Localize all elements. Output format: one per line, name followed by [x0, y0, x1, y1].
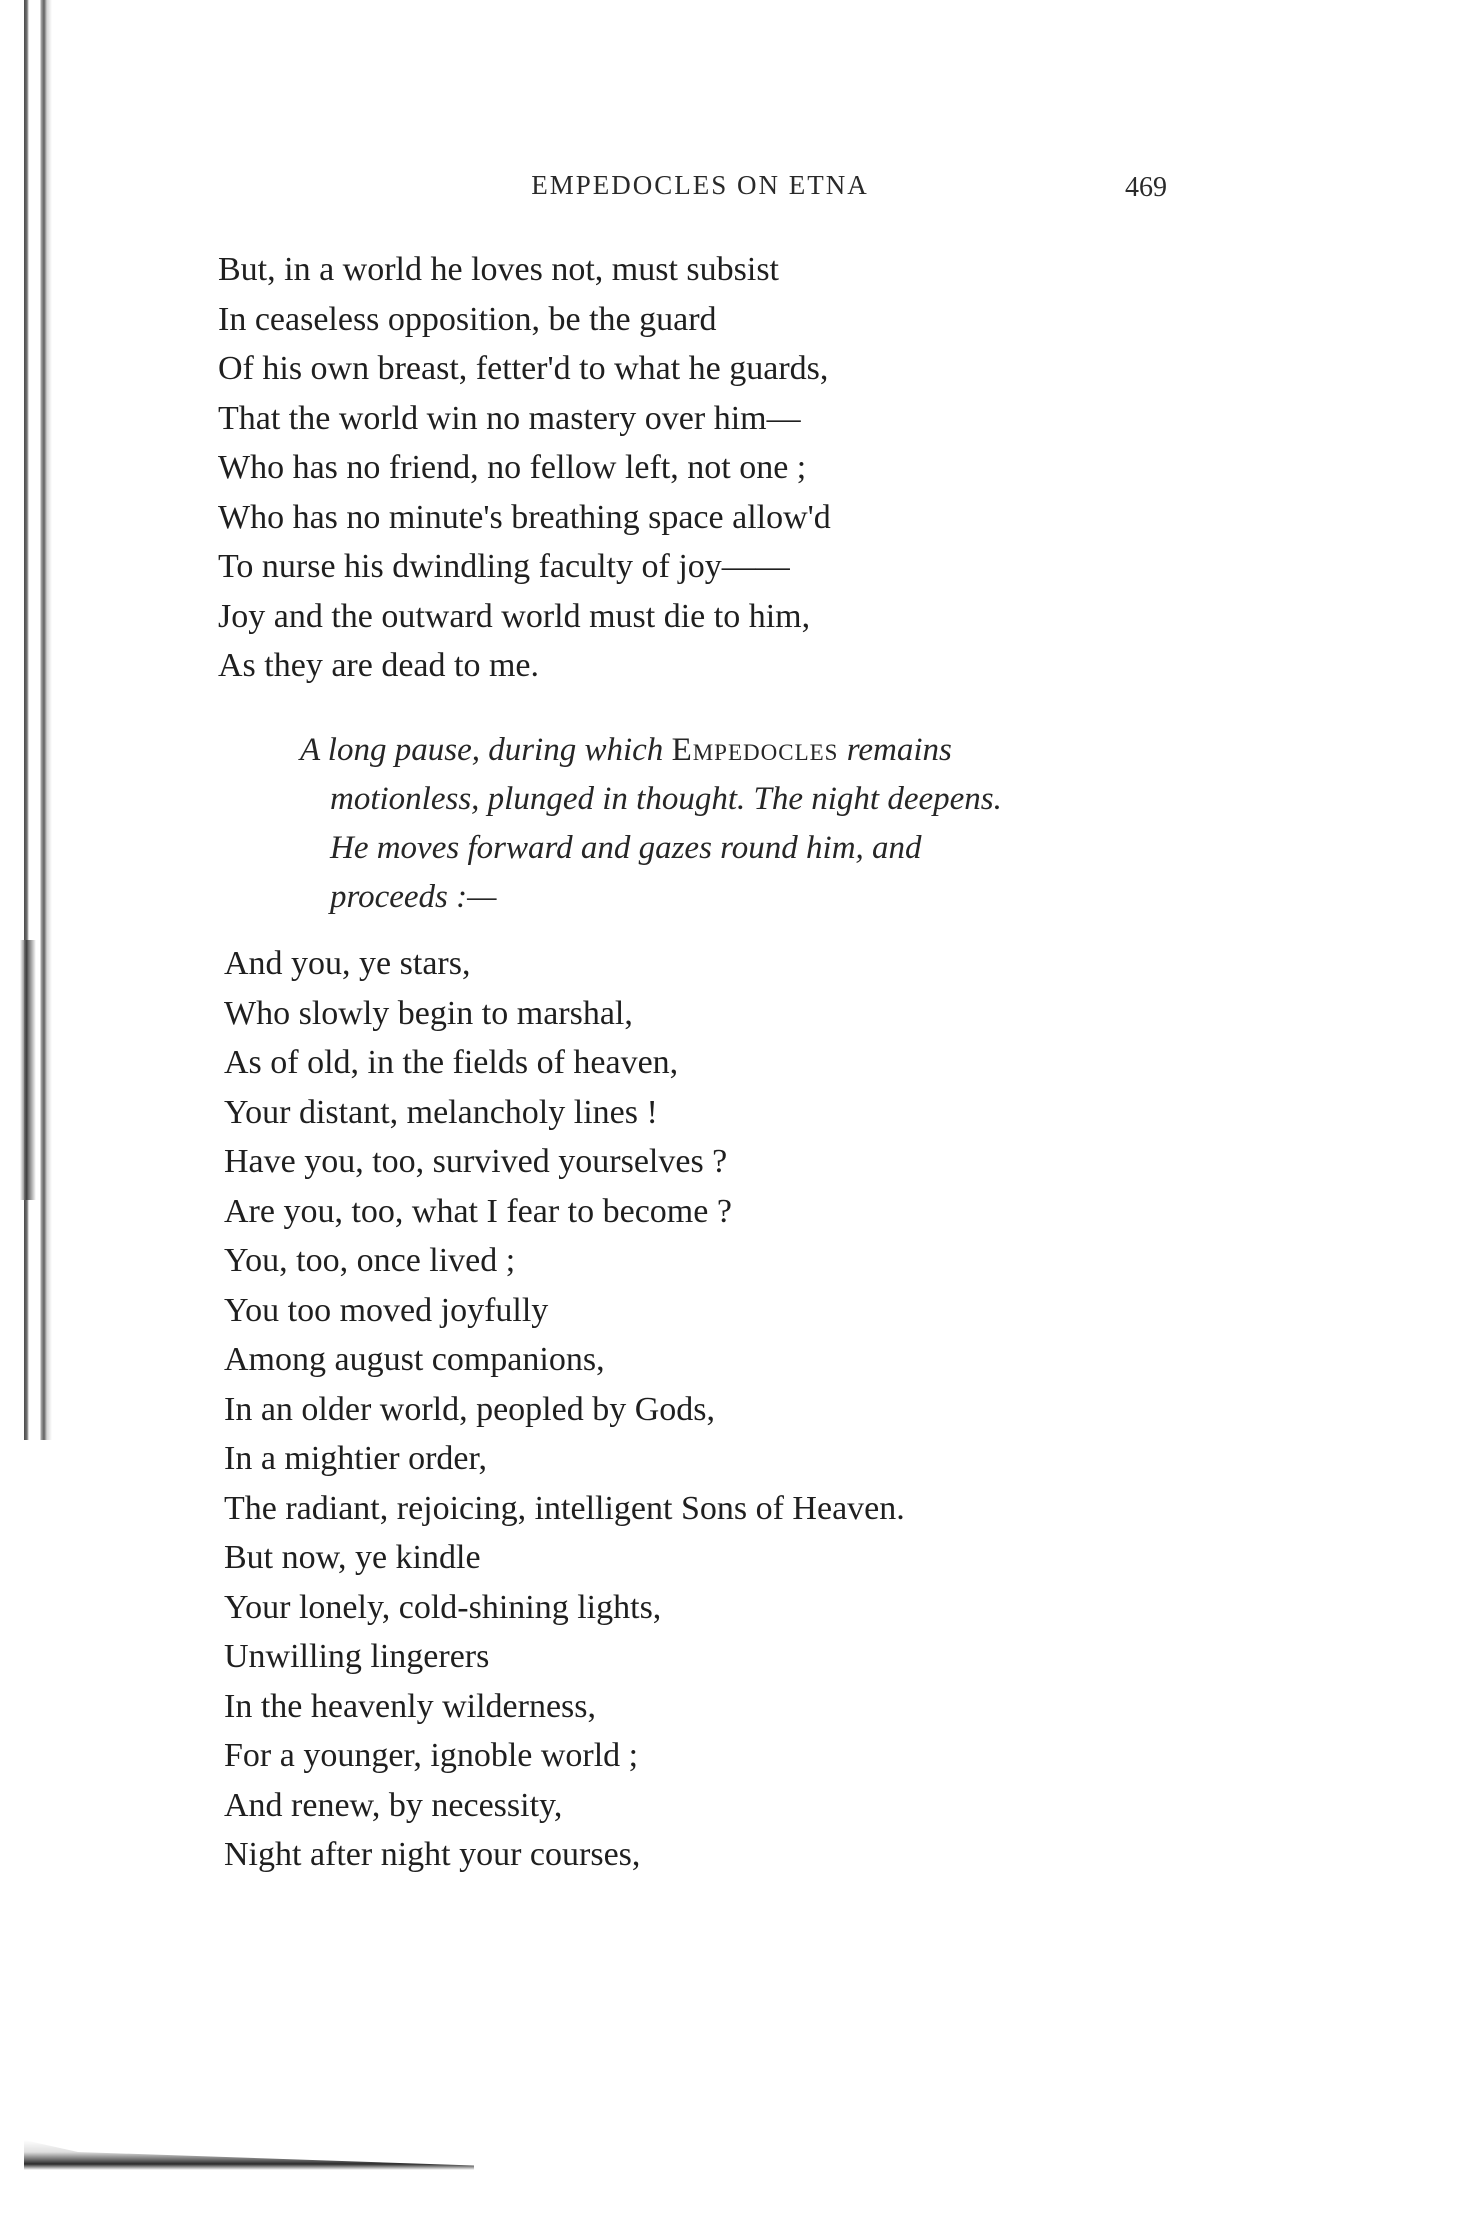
- page-number: 469: [1125, 172, 1167, 203]
- running-head: EMPEDOCLES ON ETNA: [531, 170, 869, 200]
- verse-line: Of his own breast, fetter'd to what he guards,: [218, 350, 829, 387]
- verse-line: In ceaseless opposition, be the guard: [218, 300, 717, 338]
- verse-line: Who slowly begin to marshal,: [224, 994, 633, 1032]
- verse-line: The radiant, rejoicing, intelligent Sons of Heaven.: [224, 1489, 905, 1527]
- verse-line: Among august companions,: [224, 1341, 605, 1378]
- verse-line: Your lonely, cold-shining lights,: [224, 1588, 662, 1626]
- verse-line: Night after night your courses,: [224, 1836, 641, 1873]
- speaker-name: Empedocles: [671, 732, 839, 768]
- verse-line: Your distant, melancholy lines !: [224, 1093, 658, 1131]
- verse-line: In a mightier order,: [224, 1440, 487, 1477]
- verse-line: But, in a world he loves not, must subsist: [218, 251, 779, 288]
- verse-line: Have you, too, survived yourselves ?: [224, 1143, 728, 1180]
- verse-line: Are you, too, what I fear to become ?: [224, 1192, 732, 1230]
- verse-line: To nurse his dwindling faculty of joy——: [218, 548, 790, 585]
- verse-line: Who has no friend, no fellow left, not one ;: [218, 449, 807, 486]
- stage-text-post: remains: [846, 732, 952, 768]
- page-corner-shadow: [24, 2140, 474, 2170]
- stage-direction-line-2: motionless, plunged in thought. The night deepens.: [330, 781, 1002, 817]
- verse-line: That the world win no mastery over him—: [218, 399, 801, 437]
- stage-text-pre: A long pause, during which: [300, 732, 664, 768]
- verse-line: And renew, by necessity,: [224, 1786, 563, 1824]
- verse-line: In the heavenly wilderness,: [224, 1687, 596, 1725]
- stage-direction: [300, 726, 1190, 922]
- stage-direction-line-4: proceeds :—: [330, 879, 497, 915]
- verse-block-1: [218, 245, 831, 691]
- verse-block-2: [224, 939, 905, 1880]
- verse-line: Who has no minute's breathing space allow'd: [218, 498, 831, 536]
- verse-line: Unwilling lingerers: [224, 1638, 490, 1675]
- verse-line: For a younger, ignoble world ;: [224, 1737, 639, 1774]
- binding-edge-mark: [20, 940, 36, 1200]
- verse-line: And you, ye stars,: [224, 945, 471, 982]
- stage-direction-line-3: He moves forward and gazes round him, and: [330, 830, 922, 866]
- verse-line: As of old, in the fields of heaven,: [224, 1044, 679, 1081]
- stage-direction-line-1: [300, 726, 1190, 775]
- verse-line: As they are dead to me.: [218, 647, 539, 684]
- verse-line: You, too, once lived ;: [224, 1242, 516, 1279]
- verse-line: In an older world, peopled by Gods,: [224, 1390, 716, 1428]
- verse-line: But now, ye kindle: [224, 1539, 481, 1576]
- verse-line: Joy and the outward world must die to him,: [218, 597, 811, 635]
- binding-edge-shadow: [14, 0, 54, 1440]
- verse-line: You too moved joyfully: [224, 1291, 549, 1329]
